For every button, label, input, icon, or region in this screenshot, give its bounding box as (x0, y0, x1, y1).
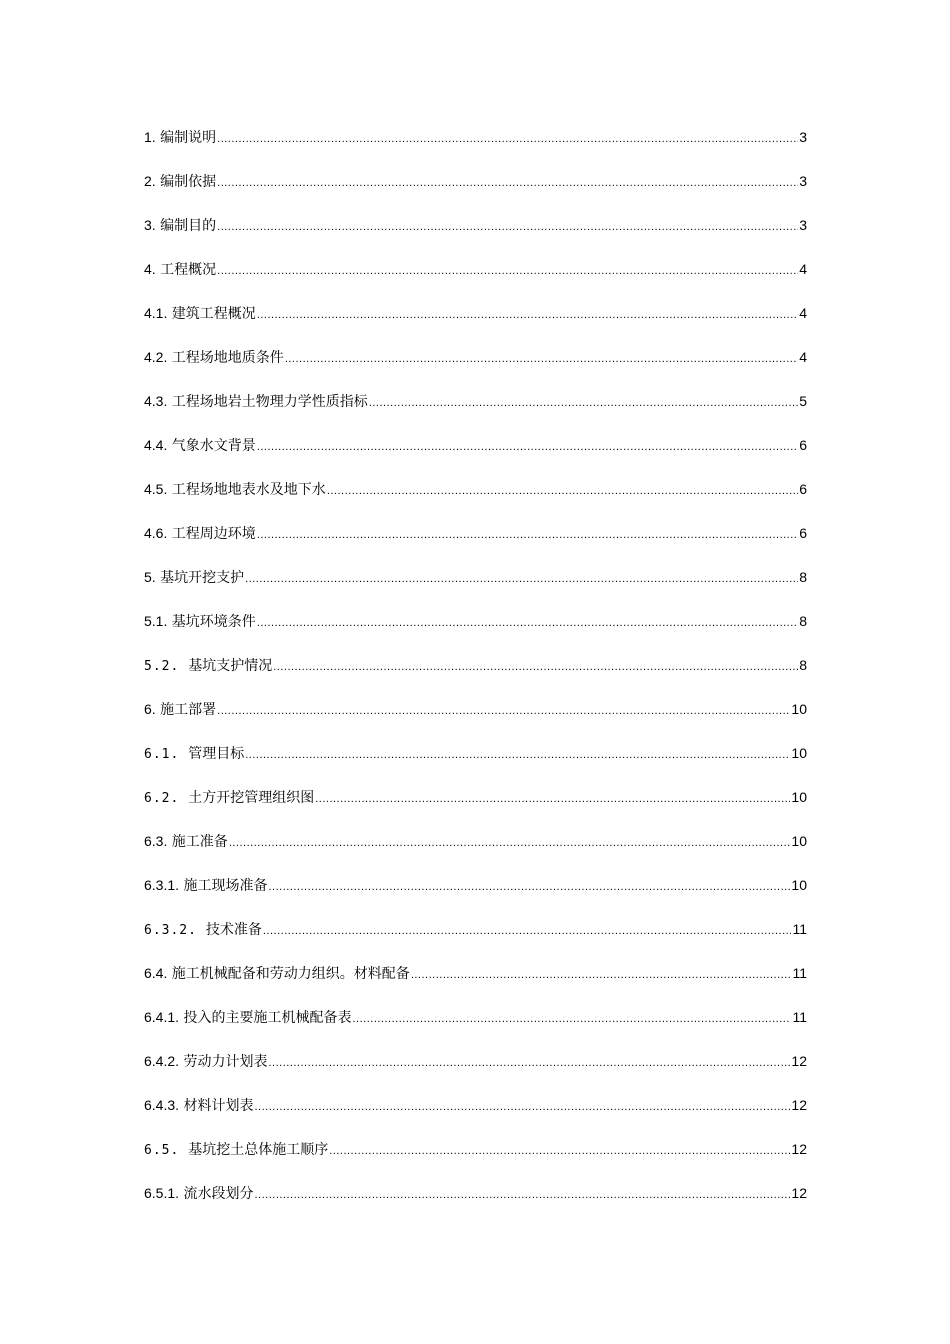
toc-entry[interactable] (144, 609, 807, 653)
toc-dot-leader (411, 963, 792, 987)
toc-entry-page-number: 11 (792, 1009, 807, 1025)
toc-entry-page-number: 6 (799, 525, 807, 541)
toc-dot-leader (285, 347, 798, 371)
toc-dot-leader (254, 1095, 790, 1119)
toc-dot-leader (268, 1051, 790, 1075)
toc-entry-title: 管理目标 (179, 746, 245, 762)
toc-dot-leader (217, 215, 798, 239)
toc-entry-page-number: 12 (791, 1185, 807, 1201)
toc-entry-number: 4.1. (144, 305, 168, 321)
toc-entry-title: 编制依据 (155, 174, 217, 190)
toc-entry-title: 编制目的 (155, 218, 217, 234)
toc-entry-number: 6.3.2. (144, 923, 197, 938)
toc-entry[interactable] (144, 433, 807, 477)
toc-dot-leader (245, 567, 798, 591)
toc-dot-leader (327, 479, 798, 503)
toc-entry[interactable] (144, 389, 807, 433)
toc-entry-number: 4. (144, 261, 156, 277)
toc-entry-title: 施工机械配备和劳动力组织。材料配备 (167, 966, 410, 982)
toc-entry-page-number: 3 (799, 217, 807, 233)
toc-entry-title: 基坑支护情况 (179, 658, 273, 674)
toc-entry[interactable] (144, 477, 807, 521)
toc-entry[interactable] (144, 257, 807, 301)
toc-entry-page-number: 8 (799, 613, 807, 629)
toc-entry-number: 3. (144, 217, 156, 233)
toc-entry-title: 施工现场准备 (179, 878, 268, 894)
toc-entry-page-number: 3 (799, 173, 807, 189)
toc-dot-leader (315, 787, 790, 811)
toc-entry-title: 工程场地岩土物理力学性质指标 (167, 394, 368, 410)
toc-dot-leader (217, 699, 790, 723)
toc-entry[interactable] (144, 301, 807, 345)
toc-entry-page-number: 3 (799, 129, 807, 145)
toc-entry[interactable] (144, 697, 807, 741)
toc-entry-number: 4.2. (144, 349, 168, 365)
toc-dot-leader (217, 127, 798, 151)
toc-entry-page-number: 4 (799, 349, 807, 365)
toc-entry-title: 材料计划表 (179, 1098, 254, 1114)
toc-entry-title: 技术准备 (196, 922, 262, 938)
toc-entry-title: 工程周边环境 (167, 526, 256, 542)
toc-entry-page-number: 12 (791, 1097, 807, 1113)
toc-entry[interactable] (144, 873, 807, 917)
toc-entry-number: 6.5. (144, 1143, 180, 1158)
toc-entry[interactable] (144, 169, 807, 213)
toc-entry-number: 6.3.1. (144, 877, 180, 893)
toc-entry-title: 工程概况 (155, 262, 217, 278)
toc-dot-leader (273, 655, 798, 679)
toc-entry-number: 5. (144, 569, 156, 585)
toc-dot-leader (229, 831, 791, 855)
toc-entry-number: 6.4.3. (144, 1097, 180, 1113)
toc-entry[interactable] (144, 565, 807, 609)
toc-entry[interactable] (144, 785, 807, 829)
toc-entry-title: 流水段划分 (179, 1186, 254, 1202)
toc-entry-title: 土方开挖管理组织图 (179, 790, 315, 806)
toc-entry-title: 工程场地地质条件 (167, 350, 284, 366)
toc-dot-leader (257, 523, 798, 547)
toc-entry-title: 施工部署 (155, 702, 217, 718)
toc-entry[interactable] (144, 1181, 807, 1225)
toc-entry-number: 4.5. (144, 481, 168, 497)
toc-entry-title: 建筑工程概况 (167, 306, 256, 322)
toc-entry-page-number: 10 (791, 789, 807, 805)
toc-dot-leader (329, 1139, 790, 1163)
toc-entry-page-number: 4 (799, 261, 807, 277)
toc-entry-title: 劳动力计划表 (179, 1054, 268, 1070)
toc-entry[interactable] (144, 521, 807, 565)
toc-entry-page-number: 8 (799, 569, 807, 585)
toc-entry-number: 6.4.1. (144, 1009, 180, 1025)
toc-dot-leader (217, 259, 798, 283)
toc-entry[interactable] (144, 1049, 807, 1093)
toc-entry[interactable] (144, 1093, 807, 1137)
toc-entry[interactable] (144, 653, 807, 697)
toc-entry-number: 5.2. (144, 659, 180, 674)
table-of-contents (144, 125, 807, 1225)
toc-entry-page-number: 5 (799, 393, 807, 409)
toc-entry-number: 5.1. (144, 613, 168, 629)
toc-entry-number: 6.5.1. (144, 1185, 180, 1201)
toc-entry-number: 4.3. (144, 393, 168, 409)
toc-entry-title: 基坑开挖支护 (155, 570, 245, 586)
toc-entry-page-number: 11 (792, 965, 807, 981)
toc-dot-leader (257, 303, 798, 327)
toc-entry-title: 基坑环境条件 (167, 614, 256, 630)
toc-entry-title: 基坑挖土总体施工顺序 (179, 1142, 329, 1158)
toc-entry-page-number: 6 (799, 481, 807, 497)
toc-entry-page-number: 10 (791, 833, 807, 849)
toc-entry-title: 工程场地地表水及地下水 (167, 482, 326, 498)
toc-entry[interactable] (144, 917, 807, 961)
toc-dot-leader (217, 171, 798, 195)
toc-entry-number: 6.3. (144, 833, 168, 849)
toc-dot-leader (352, 1007, 791, 1031)
toc-entry-page-number: 10 (791, 701, 807, 717)
toc-entry-number: 6.4. (144, 965, 168, 981)
toc-entry-title: 施工准备 (167, 834, 228, 850)
toc-entry[interactable] (144, 1005, 807, 1049)
toc-entry-number: 6.2. (144, 791, 180, 806)
toc-dot-leader (369, 391, 798, 415)
toc-entry-title: 气象水文背景 (167, 438, 256, 454)
toc-entry-number: 2. (144, 173, 156, 189)
toc-dot-leader (268, 875, 790, 899)
toc-entry-number: 6.4.2. (144, 1053, 180, 1069)
toc-entry-title: 编制说明 (155, 130, 217, 146)
toc-entry[interactable] (144, 961, 807, 1005)
toc-entry[interactable] (144, 125, 807, 169)
toc-entry-page-number: 6 (799, 437, 807, 453)
toc-entry[interactable] (144, 213, 807, 257)
toc-entry-page-number: 11 (792, 921, 807, 937)
toc-entry[interactable] (144, 741, 807, 785)
toc-entry-number: 6. (144, 701, 156, 717)
toc-entry[interactable] (144, 345, 807, 389)
toc-dot-leader (245, 743, 790, 767)
toc-entry-page-number: 8 (799, 657, 807, 673)
toc-entry[interactable] (144, 829, 807, 873)
toc-entry-page-number: 10 (791, 877, 807, 893)
toc-entry-number: 6.1. (144, 747, 180, 762)
toc-entry-number: 4.6. (144, 525, 168, 541)
toc-dot-leader (257, 611, 798, 635)
toc-entry-page-number: 10 (791, 745, 807, 761)
toc-entry-page-number: 12 (791, 1053, 807, 1069)
toc-entry-title: 投入的主要施工机械配备表 (179, 1010, 352, 1026)
toc-dot-leader (254, 1183, 790, 1207)
toc-entry-page-number: 4 (799, 305, 807, 321)
toc-entry-number: 4.4. (144, 437, 168, 453)
toc-dot-leader (263, 919, 792, 943)
toc-dot-leader (257, 435, 798, 459)
toc-entry-number: 1. (144, 129, 156, 145)
toc-entry-page-number: 12 (791, 1141, 807, 1157)
toc-entry[interactable] (144, 1137, 807, 1181)
